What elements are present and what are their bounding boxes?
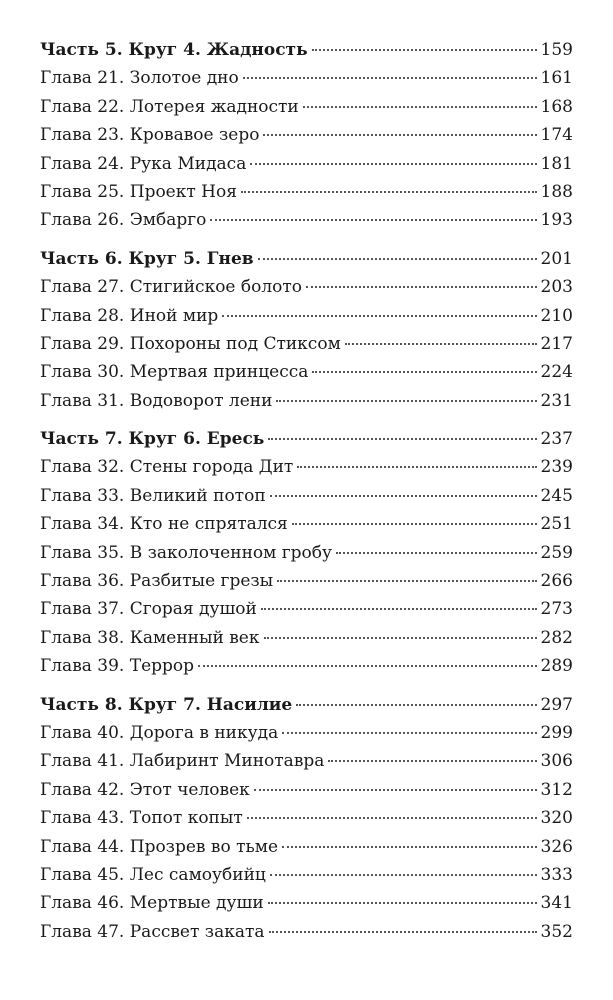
chapter-title: Глава 44. Прозрев во тьме [40, 836, 279, 857]
page-number: 251 [540, 514, 573, 535]
chapter-title: Глава 28. Иной мир [40, 305, 219, 326]
page-number: 299 [540, 722, 573, 743]
dot-leader [254, 789, 537, 791]
dot-leader [345, 343, 537, 345]
chapter-entry [40, 719, 573, 747]
chapter-entry [40, 918, 573, 946]
chapter-entry [40, 121, 573, 149]
chapter-entry [40, 93, 573, 121]
dot-leader [241, 191, 537, 193]
dot-leader [261, 608, 537, 610]
chapter-entry [40, 624, 573, 652]
page-number: 193 [540, 210, 573, 231]
dot-leader [312, 371, 536, 373]
chapter-title: Глава 26. Эмбарго [40, 210, 207, 231]
dot-leader [247, 817, 537, 819]
dot-leader [277, 580, 536, 582]
dot-leader [270, 495, 537, 497]
chapter-title: Глава 47. Рассвет заката [40, 921, 265, 942]
chapter-entry [40, 206, 573, 234]
dot-leader [292, 523, 537, 525]
toc-section [40, 245, 573, 415]
page-number: 259 [540, 542, 573, 563]
dot-leader [243, 77, 537, 79]
chapter-entry [40, 595, 573, 623]
chapter-title: Глава 29. Похороны под Стиксом [40, 333, 341, 354]
part-heading [40, 245, 573, 273]
page-number: 273 [540, 599, 573, 620]
page-number: 188 [540, 181, 573, 202]
dot-leader [282, 732, 536, 734]
part-heading [40, 36, 573, 64]
page-number: 231 [540, 390, 573, 411]
chapter-entry [40, 358, 573, 386]
page-number: 282 [540, 627, 573, 648]
page-number: 159 [540, 40, 573, 60]
chapter-title: Глава 40. Дорога в никуда [40, 722, 279, 743]
chapter-entry [40, 567, 573, 595]
chapter-entry [40, 539, 573, 567]
part-title: Часть 7. Круг 6. Ересь [40, 429, 265, 450]
page-number: 224 [540, 362, 573, 383]
chapter-entry [40, 510, 573, 538]
chapter-entry [40, 833, 573, 861]
chapter-title: Глава 25. Проект Ноя [40, 181, 237, 202]
page-number: 168 [540, 96, 573, 117]
chapter-title: Глава 24. Рука Мидаса [40, 153, 247, 174]
part-title: Часть 5. Круг 4. Жадность [40, 40, 308, 60]
page-number: 239 [540, 457, 573, 478]
part-heading [40, 691, 573, 719]
page-number: 320 [540, 808, 573, 829]
page-number: 201 [540, 248, 573, 269]
toc-section [40, 425, 573, 681]
part-heading [40, 425, 573, 453]
chapter-entry [40, 482, 573, 510]
chapter-entry [40, 178, 573, 206]
chapter-entry [40, 453, 573, 481]
chapter-title: Глава 45. Лес самоубийц [40, 864, 266, 885]
page-number: 174 [540, 125, 573, 146]
chapter-entry [40, 747, 573, 775]
page-number: 333 [540, 864, 573, 885]
chapter-entry [40, 302, 573, 330]
page-number: 297 [540, 694, 573, 715]
page-number: 161 [540, 68, 573, 89]
dot-leader [268, 438, 536, 440]
chapter-title: Глава 41. Лабиринт Минотавра [40, 751, 325, 772]
dot-leader [312, 49, 537, 51]
page-number: 326 [540, 836, 573, 857]
page-number: 217 [540, 333, 573, 354]
chapter-entry [40, 804, 573, 832]
chapter-title: Глава 38. Каменный век [40, 627, 260, 648]
chapter-title: Глава 43. Топот копыт [40, 808, 243, 829]
chapter-title: Глава 30. Мертвая принцесса [40, 362, 309, 383]
page-number: 306 [540, 751, 573, 772]
toc-section [40, 36, 573, 235]
table-of-contents [40, 36, 573, 956]
dot-leader [336, 552, 537, 554]
page-number: 312 [540, 779, 573, 800]
dot-leader [297, 466, 536, 468]
chapter-title: Глава 46. Мертвые души [40, 893, 264, 914]
chapter-title: Глава 36. Разбитые грезы [40, 571, 274, 592]
page-number: 210 [540, 305, 573, 326]
dot-leader [270, 874, 537, 876]
part-title: Часть 8. Круг 7. Насилие [40, 694, 293, 715]
dot-leader [303, 106, 537, 108]
page-number: 266 [540, 571, 573, 592]
page-number: 341 [540, 893, 573, 914]
chapter-entry [40, 64, 573, 92]
chapter-title: Глава 22. Лотерея жадности [40, 96, 299, 117]
dot-leader [210, 219, 536, 221]
chapter-title: Глава 32. Стены города Дит [40, 457, 294, 478]
page-number: 245 [540, 485, 573, 506]
part-title: Часть 6. Круг 5. Гнев [40, 248, 254, 269]
chapter-title: Глава 21. Золотое дно [40, 68, 239, 89]
dot-leader [222, 315, 536, 317]
chapter-title: Глава 39. Террор [40, 656, 195, 677]
chapter-entry [40, 776, 573, 804]
dot-leader [269, 931, 537, 933]
page-number: 237 [540, 429, 573, 450]
chapter-entry [40, 889, 573, 917]
chapter-entry [40, 652, 573, 680]
dot-leader [282, 846, 537, 848]
page-number: 181 [540, 153, 573, 174]
dot-leader [276, 400, 536, 402]
chapter-entry [40, 330, 573, 358]
chapter-title: Глава 35. В заколоченном гробу [40, 542, 333, 563]
dot-leader [328, 760, 536, 762]
page-number: 203 [540, 277, 573, 298]
dot-leader [258, 258, 537, 260]
dot-leader [296, 704, 536, 706]
dot-leader [268, 902, 537, 904]
chapter-title: Глава 42. Этот человек [40, 779, 250, 800]
chapter-title: Глава 33. Великий потоп [40, 485, 266, 506]
chapter-entry [40, 861, 573, 889]
chapter-entry [40, 273, 573, 301]
dot-leader [264, 637, 537, 639]
dot-leader [250, 163, 536, 165]
page-number: 289 [540, 656, 573, 677]
dot-leader [306, 286, 537, 288]
chapter-title: Глава 31. Водоворот лени [40, 390, 273, 411]
toc-section [40, 691, 573, 947]
page-number: 352 [540, 921, 573, 942]
chapter-title: Глава 27. Стигийское болото [40, 277, 303, 298]
dot-leader [263, 134, 536, 136]
chapter-title: Глава 37. Сгорая душой [40, 599, 257, 620]
chapter-title: Глава 23. Кровавое зеро [40, 125, 260, 146]
chapter-entry [40, 150, 573, 178]
dot-leader [198, 665, 537, 667]
chapter-entry [40, 387, 573, 415]
chapter-title: Глава 34. Кто не спрятался [40, 514, 288, 535]
